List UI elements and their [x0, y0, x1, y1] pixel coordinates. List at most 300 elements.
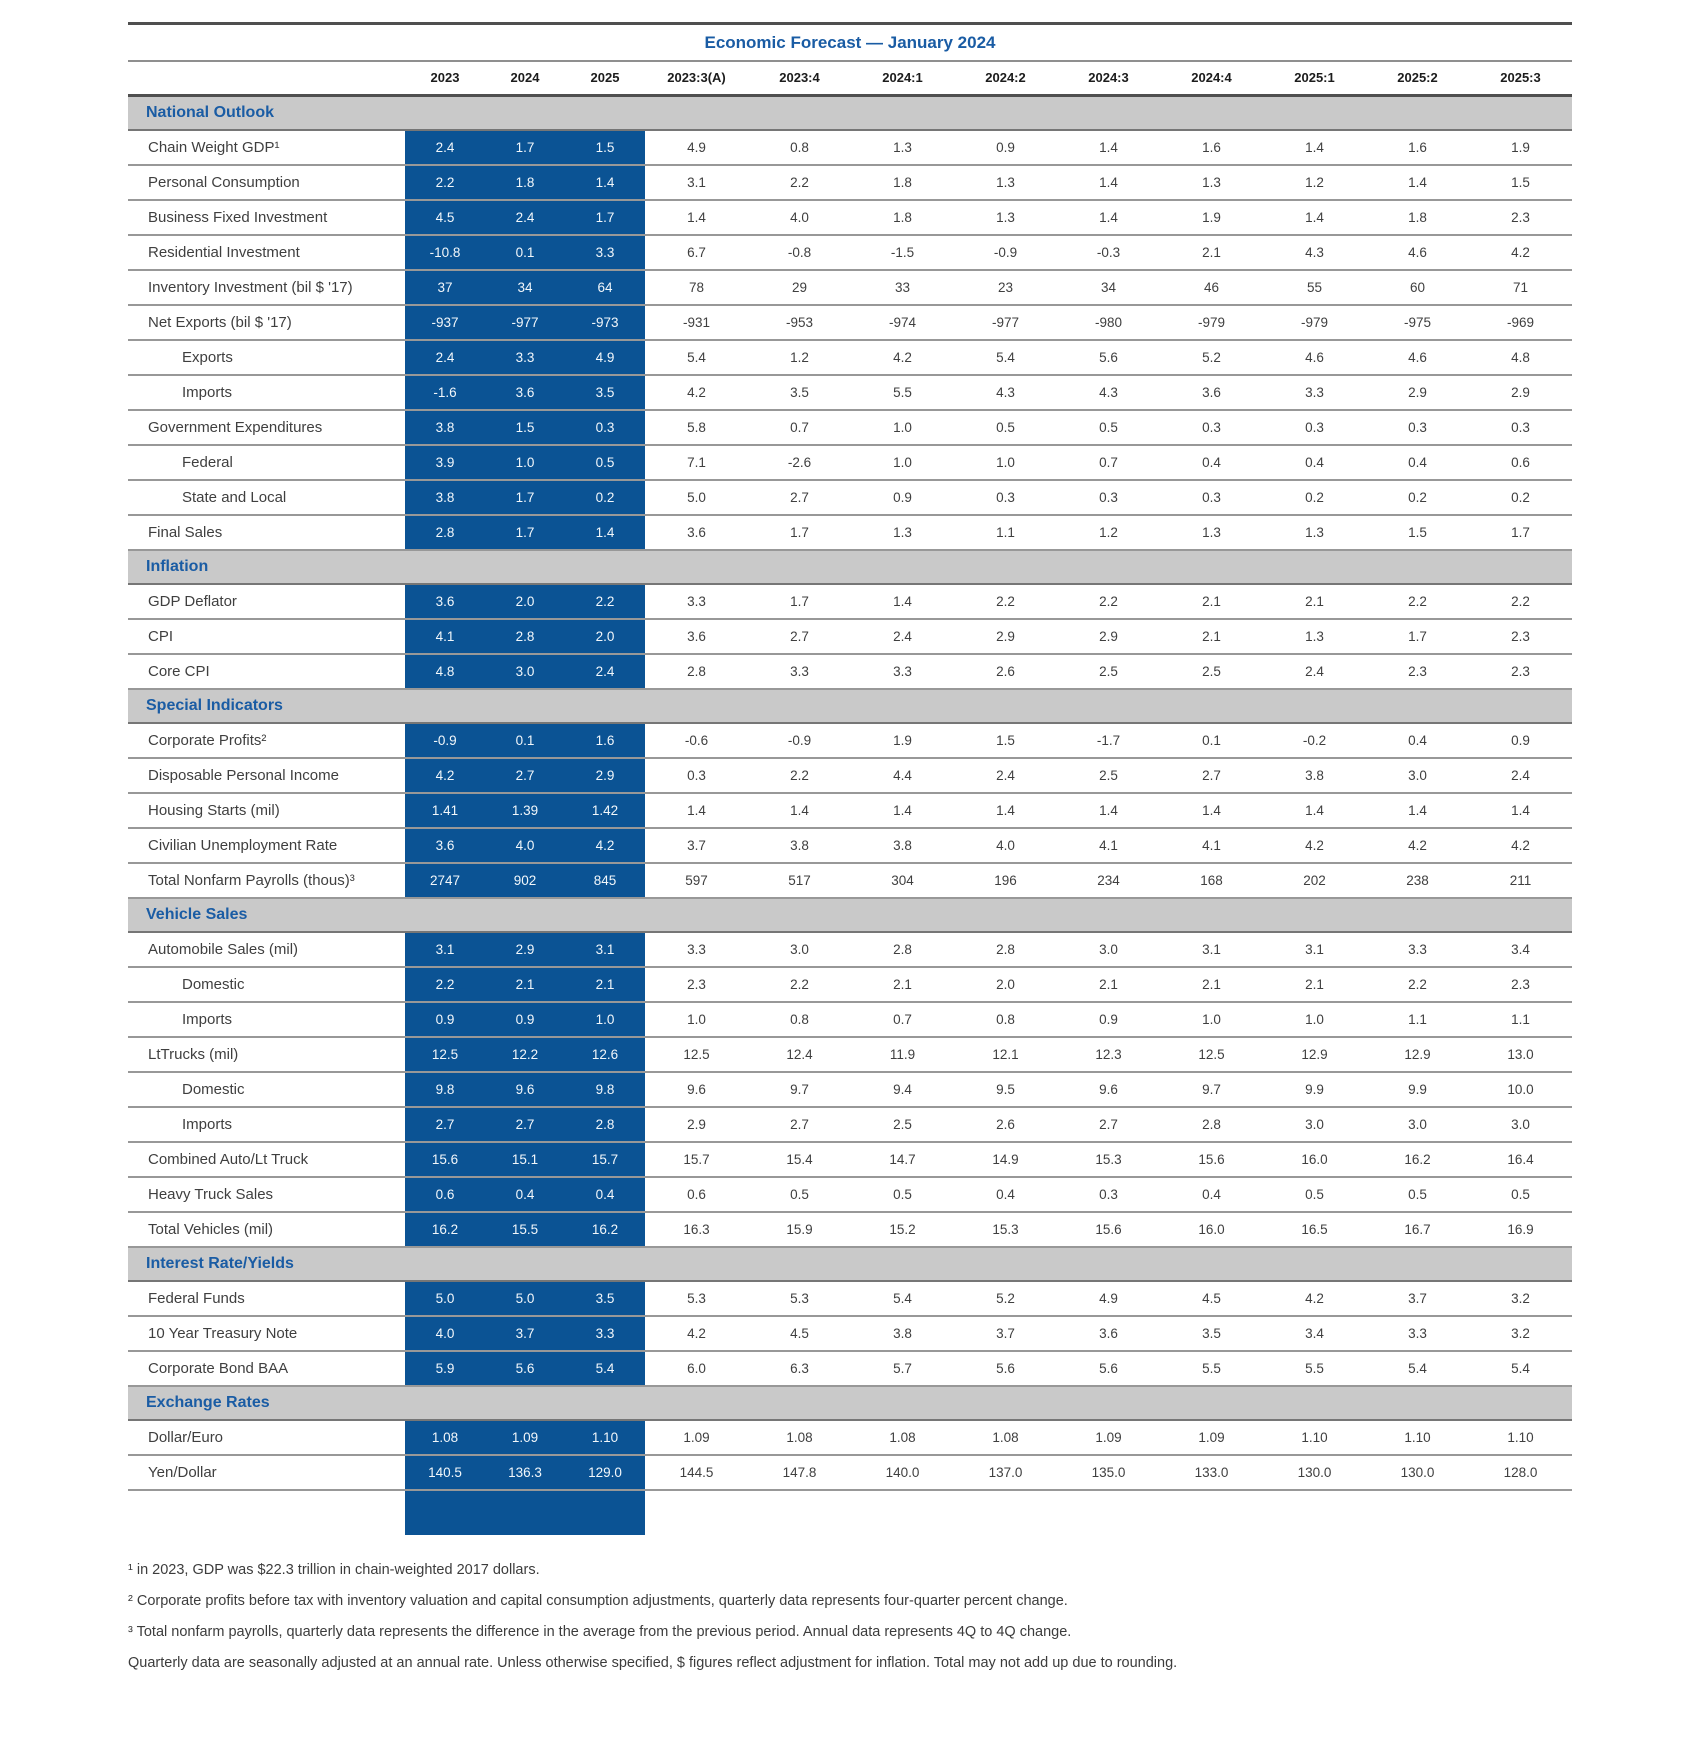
annual-value-cell: 1.6	[565, 723, 645, 758]
quarter-value-cell: 0.3	[1057, 1177, 1160, 1212]
quarter-value-cell: 9.7	[748, 1072, 851, 1107]
annual-value-cell: 0.6	[405, 1177, 485, 1212]
quarter-value-cell: 10.0	[1469, 1072, 1572, 1107]
empty-cell	[1057, 1490, 1160, 1535]
table-row	[128, 1455, 1572, 1490]
table-row	[128, 828, 1572, 863]
section-header: Inflation	[128, 550, 1572, 584]
quarter-value-cell: 2.1	[1160, 967, 1263, 1002]
empty-cell	[748, 1490, 851, 1535]
quarter-value-cell: 1.4	[645, 793, 748, 828]
quarter-value-cell: 2.7	[1057, 1107, 1160, 1142]
quarter-value-cell: 1.08	[954, 1420, 1057, 1455]
quarter-value-cell: 1.5	[954, 723, 1057, 758]
footnote-corporate-profits: ² Corporate profits before tax with inventory valuation and capital consumption adjustments, quarterly data represents four-quarter percent change.	[128, 1593, 1068, 1610]
quarter-value-cell: 4.5	[1160, 1281, 1263, 1316]
quarter-value-cell: 4.2	[1263, 1281, 1366, 1316]
annual-value-cell: 2.8	[485, 619, 565, 654]
quarter-value-cell: 1.4	[1160, 793, 1263, 828]
quarter-value-cell: 1.2	[1263, 165, 1366, 200]
row-label: Core CPI	[128, 654, 405, 689]
annual-value-cell: 5.6	[485, 1351, 565, 1386]
column-header: 2025:1	[1263, 62, 1366, 96]
quarter-value-cell: 0.6	[1469, 445, 1572, 480]
annual-value-cell: 1.5	[565, 130, 645, 165]
quarter-value-cell: 5.0	[645, 480, 748, 515]
quarter-value-cell: 12.9	[1366, 1037, 1469, 1072]
table-row	[128, 480, 1572, 515]
quarter-value-cell: 9.5	[954, 1072, 1057, 1107]
quarter-value-cell: 2.9	[1057, 619, 1160, 654]
empty-cell	[1263, 1490, 1366, 1535]
section-header: National Outlook	[128, 96, 1572, 131]
quarter-value-cell: 5.4	[645, 340, 748, 375]
quarter-value-cell: 2.1	[1160, 584, 1263, 619]
table-row	[128, 1107, 1572, 1142]
quarter-value-cell: 3.3	[748, 654, 851, 689]
quarter-value-cell: 0.2	[1366, 480, 1469, 515]
row-label: Automobile Sales (mil)	[128, 932, 405, 967]
quarter-value-cell: 12.5	[1160, 1037, 1263, 1072]
quarter-value-cell: 2.3	[1366, 654, 1469, 689]
annual-value-cell: 1.8	[485, 165, 565, 200]
quarter-value-cell: 1.10	[1263, 1420, 1366, 1455]
quarter-value-cell: 1.4	[1057, 793, 1160, 828]
quarter-value-cell: 5.4	[954, 340, 1057, 375]
quarter-value-cell: 1.08	[851, 1420, 954, 1455]
quarter-value-cell: 3.0	[1057, 932, 1160, 967]
quarter-value-cell: 3.6	[1160, 375, 1263, 410]
quarter-value-cell: 12.9	[1263, 1037, 1366, 1072]
table-row	[128, 584, 1572, 619]
quarter-value-cell: 16.7	[1366, 1212, 1469, 1247]
quarter-value-cell: 0.9	[1469, 723, 1572, 758]
quarter-value-cell: 1.09	[1160, 1420, 1263, 1455]
table-row	[128, 200, 1572, 235]
annual-value-cell: 5.0	[485, 1281, 565, 1316]
quarter-value-cell: 0.5	[1366, 1177, 1469, 1212]
quarter-value-cell: 2.3	[1469, 967, 1572, 1002]
annual-value-cell: 2.4	[485, 200, 565, 235]
quarter-value-cell: 55	[1263, 270, 1366, 305]
quarter-value-cell: 1.1	[1469, 1002, 1572, 1037]
quarter-value-cell: 0.3	[1263, 410, 1366, 445]
trailing-blue-cell	[405, 1490, 485, 1535]
quarter-value-cell: 1.0	[645, 1002, 748, 1037]
quarter-value-cell: 2.5	[1057, 654, 1160, 689]
row-label: Federal	[128, 445, 405, 480]
table-row	[128, 1351, 1572, 1386]
quarter-value-cell: -0.2	[1263, 723, 1366, 758]
annual-value-cell: 2.0	[485, 584, 565, 619]
section-row	[128, 689, 1572, 723]
quarter-value-cell: 15.4	[748, 1142, 851, 1177]
annual-value-cell: 0.4	[565, 1177, 645, 1212]
quarter-value-cell: -931	[645, 305, 748, 340]
quarter-value-cell: 4.6	[1366, 235, 1469, 270]
annual-value-cell: 1.08	[405, 1420, 485, 1455]
annual-value-cell: 3.3	[565, 1316, 645, 1351]
annual-value-cell: 845	[565, 863, 645, 898]
annual-value-cell: 5.4	[565, 1351, 645, 1386]
quarter-value-cell: 3.5	[1160, 1316, 1263, 1351]
quarter-value-cell: 147.8	[748, 1455, 851, 1490]
quarter-value-cell: 3.3	[1263, 375, 1366, 410]
quarter-value-cell: 2.1	[1263, 967, 1366, 1002]
quarter-value-cell: 15.6	[1057, 1212, 1160, 1247]
row-label: Federal Funds	[128, 1281, 405, 1316]
quarter-value-cell: 5.4	[1366, 1351, 1469, 1386]
annual-value-cell: 2.2	[565, 584, 645, 619]
row-label: Dollar/Euro	[128, 1420, 405, 1455]
quarter-value-cell: 3.8	[1263, 758, 1366, 793]
quarter-value-cell: 2.4	[851, 619, 954, 654]
quarter-value-cell: 3.0	[748, 932, 851, 967]
footnote-gdp: ¹ in 2023, GDP was $22.3 trillion in chain-weighted 2017 dollars.	[128, 1562, 540, 1578]
row-label: Net Exports (bil $ '17)	[128, 305, 405, 340]
row-label: Chain Weight GDP¹	[128, 130, 405, 165]
quarter-value-cell: 0.4	[1263, 445, 1366, 480]
quarter-value-cell: 5.3	[748, 1281, 851, 1316]
quarter-value-cell: -974	[851, 305, 954, 340]
column-header-row	[128, 62, 1572, 96]
quarter-value-cell: 2.4	[1469, 758, 1572, 793]
section-header: Interest Rate/Yields	[128, 1247, 1572, 1281]
quarter-value-cell: 2.5	[851, 1107, 954, 1142]
quarter-value-cell: 1.0	[1160, 1002, 1263, 1037]
quarter-value-cell: 196	[954, 863, 1057, 898]
quarter-value-cell: 1.9	[1469, 130, 1572, 165]
page-title: Economic Forecast — January 2024	[128, 22, 1572, 62]
quarter-value-cell: 1.09	[645, 1420, 748, 1455]
quarter-value-cell: 1.8	[851, 165, 954, 200]
quarter-value-cell: 4.2	[1469, 828, 1572, 863]
quarter-value-cell: 12.5	[645, 1037, 748, 1072]
table-row	[128, 235, 1572, 270]
column-header-spacer	[128, 62, 405, 96]
annual-value-cell: 1.7	[485, 480, 565, 515]
quarter-value-cell: 2.6	[954, 654, 1057, 689]
quarter-value-cell: 16.2	[1366, 1142, 1469, 1177]
table-row	[128, 1072, 1572, 1107]
annual-value-cell: 0.9	[485, 1002, 565, 1037]
quarter-value-cell: 0.3	[1366, 410, 1469, 445]
annual-value-cell: 3.5	[565, 1281, 645, 1316]
quarter-value-cell: 0.3	[645, 758, 748, 793]
annual-value-cell: 15.5	[485, 1212, 565, 1247]
row-label: Imports	[128, 1107, 405, 1142]
quarter-value-cell: 2.2	[954, 584, 1057, 619]
quarter-value-cell: 2.2	[1366, 967, 1469, 1002]
annual-value-cell: 1.7	[485, 130, 565, 165]
quarter-value-cell: 2.9	[954, 619, 1057, 654]
quarter-value-cell: 9.7	[1160, 1072, 1263, 1107]
annual-value-cell: 136.3	[485, 1455, 565, 1490]
quarter-value-cell: 304	[851, 863, 954, 898]
table-row	[128, 1142, 1572, 1177]
annual-value-cell: 0.1	[485, 723, 565, 758]
quarter-value-cell: 0.5	[748, 1177, 851, 1212]
annual-value-cell: 902	[485, 863, 565, 898]
annual-value-cell: 2.9	[565, 758, 645, 793]
quarter-value-cell: 1.2	[748, 340, 851, 375]
quarter-value-cell: 3.3	[851, 654, 954, 689]
annual-value-cell: 3.3	[485, 340, 565, 375]
quarter-value-cell: 2.4	[954, 758, 1057, 793]
annual-value-cell: 0.4	[485, 1177, 565, 1212]
annual-value-cell: 3.6	[405, 584, 485, 619]
annual-value-cell: 4.0	[485, 828, 565, 863]
quarter-value-cell: 0.8	[748, 130, 851, 165]
quarter-value-cell: 3.6	[645, 515, 748, 550]
quarter-value-cell: 1.0	[851, 410, 954, 445]
quarter-value-cell: 0.5	[1469, 1177, 1572, 1212]
annual-value-cell: 2.4	[405, 130, 485, 165]
quarter-value-cell: 1.5	[1366, 515, 1469, 550]
row-label: CPI	[128, 619, 405, 654]
quarter-value-cell: -0.3	[1057, 235, 1160, 270]
quarter-value-cell: 15.2	[851, 1212, 954, 1247]
table-row	[128, 1316, 1572, 1351]
quarter-value-cell: 0.9	[851, 480, 954, 515]
section-header: Exchange Rates	[128, 1386, 1572, 1420]
quarter-value-cell: 3.3	[1366, 1316, 1469, 1351]
table-row	[128, 305, 1572, 340]
annual-value-cell: 3.1	[565, 932, 645, 967]
quarter-value-cell: 1.10	[1366, 1420, 1469, 1455]
quarter-value-cell: -0.8	[748, 235, 851, 270]
annual-value-cell: 0.5	[565, 445, 645, 480]
quarter-value-cell: 5.4	[851, 1281, 954, 1316]
quarter-value-cell: 2.9	[1366, 375, 1469, 410]
footnote-seasonal-adjustment: Quarterly data are seasonally adjusted at an annual rate. Unless otherwise specified, $ figures reflect adjustment for inflation. Total may not add up due to rounding.	[128, 1655, 1178, 1672]
quarter-value-cell: 2.1	[1057, 967, 1160, 1002]
quarter-value-cell: 5.5	[1160, 1351, 1263, 1386]
quarter-value-cell: 1.3	[1160, 515, 1263, 550]
table-row	[128, 445, 1572, 480]
annual-value-cell: 12.5	[405, 1037, 485, 1072]
quarter-value-cell: 3.2	[1469, 1281, 1572, 1316]
annual-value-cell: 1.42	[565, 793, 645, 828]
annual-value-cell: 1.41	[405, 793, 485, 828]
quarter-value-cell: 2.6	[954, 1107, 1057, 1142]
quarter-value-cell: 3.2	[1469, 1316, 1572, 1351]
annual-value-cell: 3.9	[405, 445, 485, 480]
quarter-value-cell: 11.9	[851, 1037, 954, 1072]
quarter-value-cell: 1.10	[1469, 1420, 1572, 1455]
empty-cell	[645, 1490, 748, 1535]
annual-value-cell: 4.1	[405, 619, 485, 654]
quarter-value-cell: 0.2	[1469, 480, 1572, 515]
quarter-value-cell: 12.1	[954, 1037, 1057, 1072]
row-label: Corporate Bond BAA	[128, 1351, 405, 1386]
quarter-value-cell: 29	[748, 270, 851, 305]
quarter-value-cell: 130.0	[1366, 1455, 1469, 1490]
quarter-value-cell: 2.2	[1469, 584, 1572, 619]
quarter-value-cell: 33	[851, 270, 954, 305]
quarter-value-cell: 168	[1160, 863, 1263, 898]
quarter-value-cell: 2.2	[748, 758, 851, 793]
quarter-value-cell: 1.5	[1469, 165, 1572, 200]
quarter-value-cell: 0.6	[645, 1177, 748, 1212]
quarter-value-cell: 4.2	[645, 375, 748, 410]
quarter-value-cell: 130.0	[1263, 1455, 1366, 1490]
row-label: Housing Starts (mil)	[128, 793, 405, 828]
empty-cell	[1469, 1490, 1572, 1535]
annual-value-cell: 140.5	[405, 1455, 485, 1490]
quarter-value-cell: -980	[1057, 305, 1160, 340]
annual-value-cell: 2.7	[485, 758, 565, 793]
quarter-value-cell: 1.4	[1263, 793, 1366, 828]
table-row	[128, 932, 1572, 967]
quarter-value-cell: 4.3	[954, 375, 1057, 410]
annual-value-cell: 2747	[405, 863, 485, 898]
quarter-value-cell: 3.4	[1469, 932, 1572, 967]
quarter-value-cell: 14.7	[851, 1142, 954, 1177]
quarter-value-cell: 5.8	[645, 410, 748, 445]
table-row	[128, 515, 1572, 550]
forecast-document	[128, 0, 1572, 1673]
quarter-value-cell: 0.3	[1057, 480, 1160, 515]
annual-value-cell: 1.5	[485, 410, 565, 445]
trailing-blue-cell	[485, 1490, 565, 1535]
quarter-value-cell: 60	[1366, 270, 1469, 305]
quarter-value-cell: 16.0	[1160, 1212, 1263, 1247]
quarter-value-cell: 0.5	[954, 410, 1057, 445]
quarter-value-cell: 140.0	[851, 1455, 954, 1490]
annual-value-cell: 2.1	[565, 967, 645, 1002]
quarter-value-cell: 1.4	[1263, 130, 1366, 165]
quarter-value-cell: 14.9	[954, 1142, 1057, 1177]
quarter-value-cell: 16.4	[1469, 1142, 1572, 1177]
quarter-value-cell: -1.5	[851, 235, 954, 270]
row-label: Combined Auto/Lt Truck	[128, 1142, 405, 1177]
quarter-value-cell: 4.9	[645, 130, 748, 165]
quarter-value-cell: 5.5	[851, 375, 954, 410]
quarter-value-cell: 5.6	[1057, 1351, 1160, 1386]
quarter-value-cell: 4.0	[748, 200, 851, 235]
annual-value-cell: 9.8	[565, 1072, 645, 1107]
annual-value-cell: 3.0	[485, 654, 565, 689]
annual-value-cell: 2.2	[405, 967, 485, 1002]
annual-value-cell: 1.10	[565, 1420, 645, 1455]
table-row	[128, 967, 1572, 1002]
quarter-value-cell: -0.9	[954, 235, 1057, 270]
annual-value-cell: 1.09	[485, 1420, 565, 1455]
quarter-value-cell: 0.5	[1057, 410, 1160, 445]
row-label: Imports	[128, 1002, 405, 1037]
quarter-value-cell: 238	[1366, 863, 1469, 898]
quarter-value-cell: 3.0	[1366, 758, 1469, 793]
column-header: 2025	[565, 62, 645, 96]
annual-value-cell: 3.6	[485, 375, 565, 410]
quarter-value-cell: 0.8	[954, 1002, 1057, 1037]
quarter-value-cell: -979	[1263, 305, 1366, 340]
quarter-value-cell: 128.0	[1469, 1455, 1572, 1490]
quarter-value-cell: 9.4	[851, 1072, 954, 1107]
quarter-value-cell: 0.4	[1160, 445, 1263, 480]
section-header: Vehicle Sales	[128, 898, 1572, 932]
quarter-value-cell: 4.6	[1366, 340, 1469, 375]
quarter-value-cell: 2.2	[1366, 584, 1469, 619]
quarter-value-cell: 1.8	[1366, 200, 1469, 235]
row-label: Domestic	[128, 1072, 405, 1107]
quarter-value-cell: 0.7	[1057, 445, 1160, 480]
row-label: 10 Year Treasury Note	[128, 1316, 405, 1351]
quarter-value-cell: 15.9	[748, 1212, 851, 1247]
quarter-value-cell: 0.7	[851, 1002, 954, 1037]
row-label: Yen/Dollar	[128, 1455, 405, 1490]
annual-value-cell: 1.7	[485, 515, 565, 550]
quarter-value-cell: 1.4	[1057, 200, 1160, 235]
annual-value-cell: 2.4	[405, 340, 485, 375]
row-label: LtTrucks (mil)	[128, 1037, 405, 1072]
quarter-value-cell: 2.1	[1160, 619, 1263, 654]
quarter-value-cell: 1.08	[748, 1420, 851, 1455]
annual-value-cell: -1.6	[405, 375, 485, 410]
quarter-value-cell: 3.7	[645, 828, 748, 863]
annual-value-cell: 12.6	[565, 1037, 645, 1072]
quarter-value-cell: 3.3	[1366, 932, 1469, 967]
annual-value-cell: 2.0	[565, 619, 645, 654]
quarter-value-cell: 0.7	[748, 410, 851, 445]
quarter-value-cell: 15.3	[954, 1212, 1057, 1247]
quarter-value-cell: 1.09	[1057, 1420, 1160, 1455]
quarter-value-cell: 71	[1469, 270, 1572, 305]
quarter-value-cell: 4.1	[1057, 828, 1160, 863]
empty-cell	[128, 1490, 405, 1535]
annual-value-cell: -973	[565, 305, 645, 340]
quarter-value-cell: 211	[1469, 863, 1572, 898]
table-row	[128, 130, 1572, 165]
column-header: 2023:3(A)	[645, 62, 748, 96]
quarter-value-cell: 4.2	[1263, 828, 1366, 863]
quarter-value-cell: 2.7	[748, 619, 851, 654]
row-label: Imports	[128, 375, 405, 410]
quarter-value-cell: 15.3	[1057, 1142, 1160, 1177]
annual-value-cell: 2.4	[565, 654, 645, 689]
quarter-value-cell: 4.9	[1057, 1281, 1160, 1316]
quarter-value-cell: 4.5	[748, 1316, 851, 1351]
quarter-value-cell: -0.6	[645, 723, 748, 758]
quarter-value-cell: 15.6	[1160, 1142, 1263, 1177]
quarter-value-cell: 2.9	[645, 1107, 748, 1142]
table-row	[128, 1002, 1572, 1037]
quarter-value-cell: 2.1	[1263, 584, 1366, 619]
footnotes	[128, 1561, 1572, 1673]
quarter-value-cell: 5.7	[851, 1351, 954, 1386]
quarter-value-cell: -1.7	[1057, 723, 1160, 758]
annual-value-cell: 2.8	[565, 1107, 645, 1142]
column-header: 2025:3	[1469, 62, 1572, 96]
row-label: Domestic	[128, 967, 405, 1002]
quarter-value-cell: 0.9	[954, 130, 1057, 165]
annual-value-cell: 3.7	[485, 1316, 565, 1351]
quarter-value-cell: 2.1	[851, 967, 954, 1002]
quarter-value-cell: 78	[645, 270, 748, 305]
quarter-value-cell: 1.4	[954, 793, 1057, 828]
quarter-value-cell: -979	[1160, 305, 1263, 340]
quarter-value-cell: 13.0	[1469, 1037, 1572, 1072]
quarter-value-cell: 5.5	[1263, 1351, 1366, 1386]
quarter-value-cell: 2.7	[748, 480, 851, 515]
quarter-value-cell: 3.4	[1263, 1316, 1366, 1351]
quarter-value-cell: 135.0	[1057, 1455, 1160, 1490]
annual-value-cell: 2.8	[405, 515, 485, 550]
annual-value-cell: 4.2	[565, 828, 645, 863]
annual-value-cell: 2.9	[485, 932, 565, 967]
annual-value-cell: 0.9	[405, 1002, 485, 1037]
